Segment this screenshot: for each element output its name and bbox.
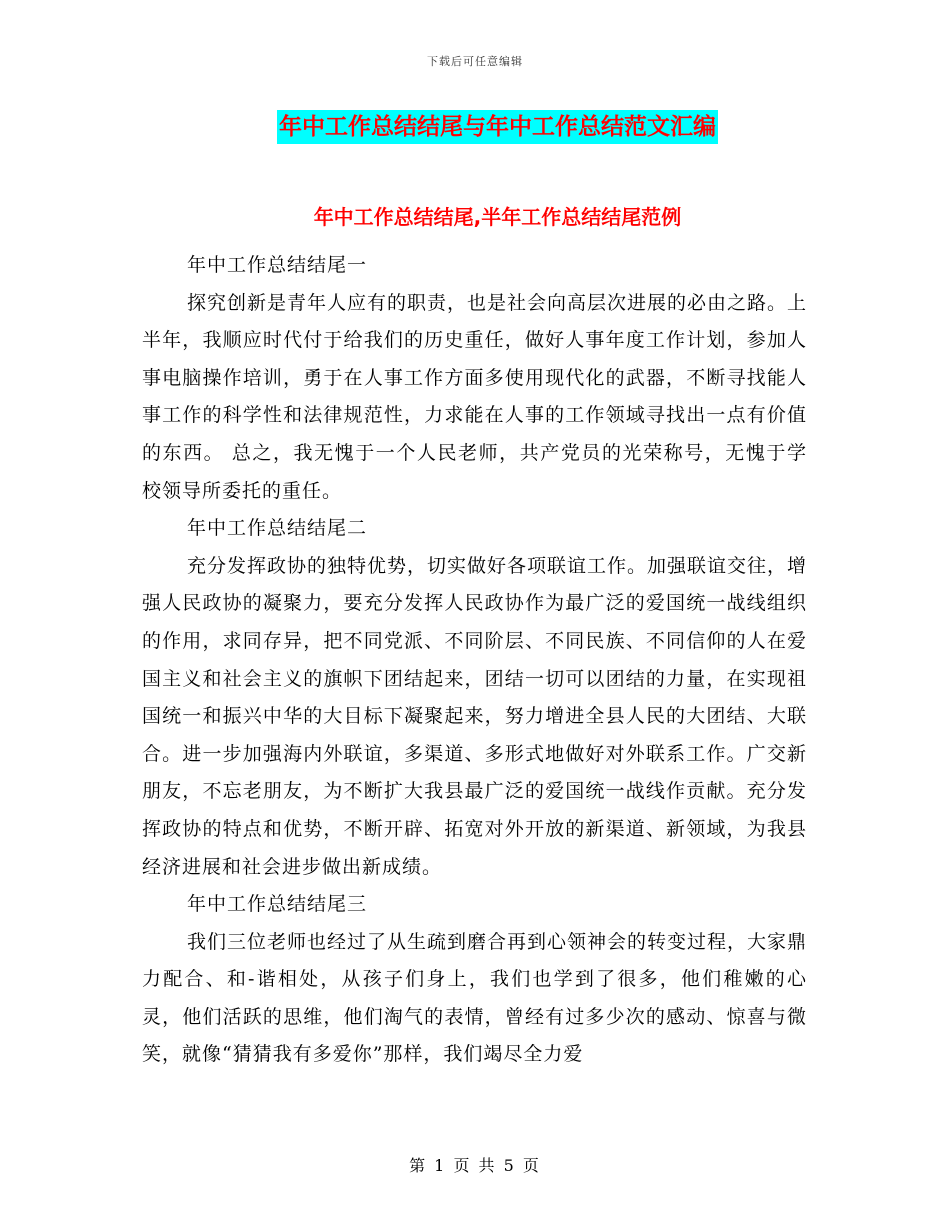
- page-number: 第 1 页 共 5 页: [409, 1156, 541, 1175]
- paragraph-1: 探究创新是青年人应有的职责，也是社会向高层次进展的必由之路。上半年，我顺应时代付于给我们的历史重任，做好人事年度工作计划，参加人事电脑操作培训，勇于在人事工作方面多使用现代化的武器，不断寻找能人事工作的科学性和法律规范性，力求能在人事的工作领域寻找出一点有价值的东西。 总之，我无愧于一个人民老师，共产党员的光荣称号，无愧于学校领导所委托的重任。: [142, 291, 808, 502]
- section-heading-2: 年中工作总结结尾二: [187, 517, 368, 540]
- document-body: [142, 247, 807, 1074]
- document-title: 年中工作总结结尾与年中工作总结范文汇编: [277, 110, 718, 144]
- paragraph-3: 我们三位老师也经过了从生疏到磨合再到心领神会的转变过程，大家鼎力配合、和-谐相处，从孩子们身上，我们也学到了很多，他们稚嫩的心灵，他们活跃的思维，他们淘气的表情，曾经有过多少次的感动、惊喜与微笑，就像“猜猜我有多爱你”那样，我们竭尽全力爱: [142, 930, 808, 1066]
- main-title-container: [0, 110, 950, 144]
- page-header-note: 下载后可任意编辑: [427, 55, 523, 68]
- document-subtitle: 年中工作总结结尾,半年工作总结结尾范例: [313, 205, 682, 229]
- section-heading-1: 年中工作总结结尾一: [187, 254, 368, 276]
- section-heading-3: 年中工作总结结尾三: [187, 893, 368, 916]
- paragraph-2: 充分发挥政协的独特优势，切实做好各项联谊工作。加强联谊交往，增强人民政协的凝聚力，要充分发挥人民政协作为最广泛的爱国统一战线组织的作用，求同存异，把不同党派、不同阶层、不同民族、不同信仰的人在爱国主义和社会主义的旗帜下团结起来，团结一切可以团结的力量，在实现祖国统一和振兴中华的大目标下凝聚起来，努力增进全县人民的大团结、大联合。进一步加强海内外联谊，多渠道、多形式地做好对外联系工作。广交新朋友，不忘老朋友，为不断扩大我县最广泛的爱国统一战线作贡献。充分发挥政协的特点和优势，不断开辟、拓宽对外开放的新渠道、新领域，为我县经济进展和社会进步做出新成绩。: [142, 554, 808, 878]
